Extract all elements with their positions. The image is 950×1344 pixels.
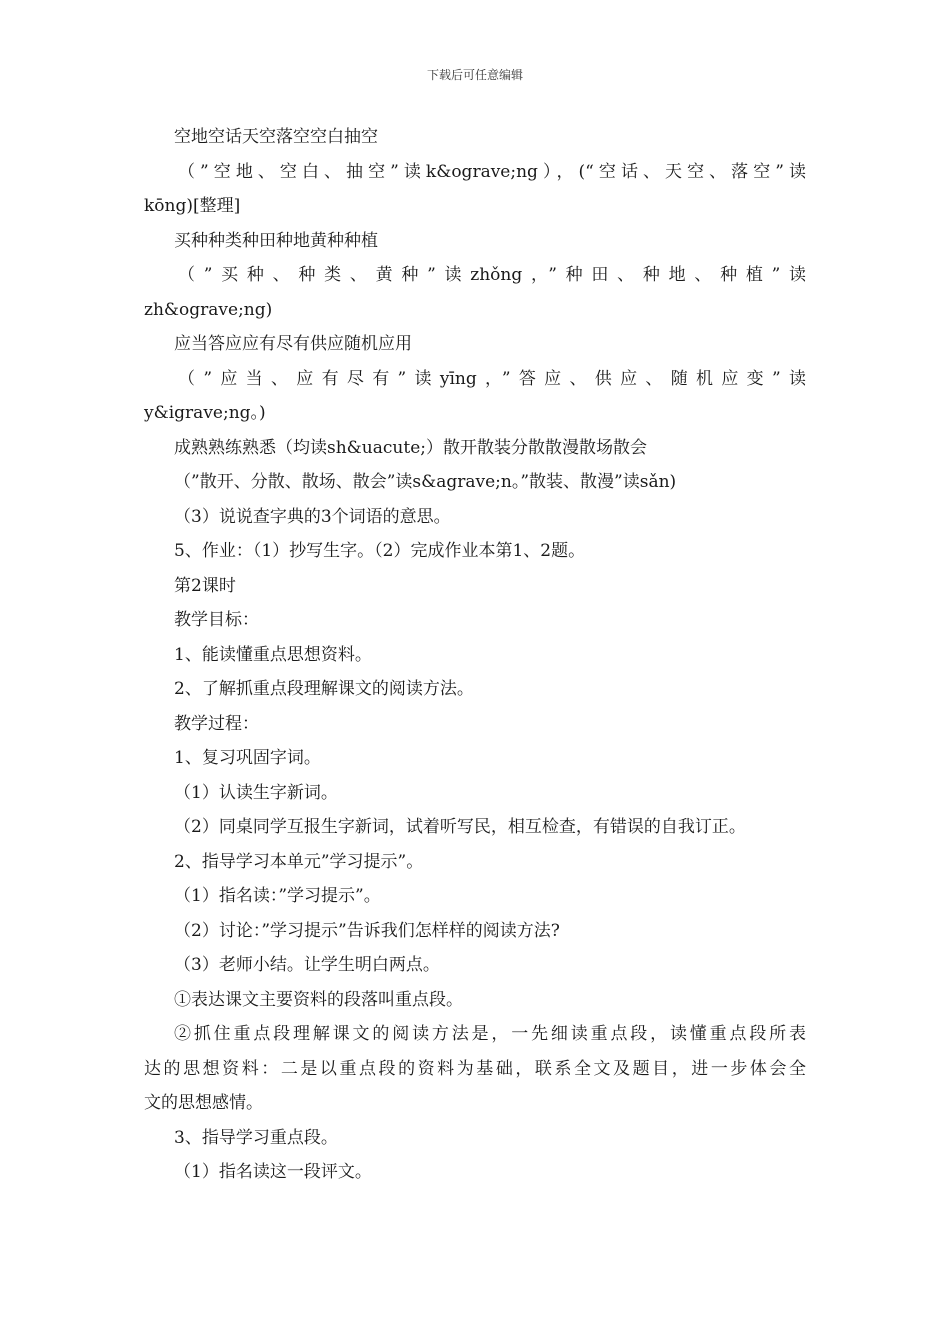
paragraph-line: y&igrave;ng。) (144, 403, 266, 423)
paragraph-line: 第2课时 (174, 575, 236, 596)
paragraph-line: zh&ograve;ng) (144, 299, 273, 320)
paragraph-line: 5、作业：（1）抄写生字。（2）完成作业本第1、2题。 (174, 541, 586, 561)
paragraph-line: （”买种、种类、黄种”读zhǒng，”种田、种地、种植”读 (178, 265, 806, 285)
paragraph-line: 1、能读懂重点思想资料。 (174, 644, 372, 665)
paragraph-line: 1、复习巩固字词。 (174, 748, 321, 768)
paragraph-line: 教学目标： (174, 610, 259, 630)
paragraph-line: 2、了解抓重点段理解课文的阅读方法。 (174, 679, 474, 699)
paragraph-line: 成熟熟练熟悉（均读sh&uacute;）散开散装分散散漫散场散会 (174, 437, 647, 458)
paragraph-line: （”应当、应有尽有”读yīng，”答应、供应、随机应变”读 (178, 368, 806, 389)
paragraph-line: 教学过程： (174, 713, 259, 734)
paragraph-line: ①表达课文主要资料的段落叫重点段。 (174, 989, 463, 1010)
paragraph-line: 应当答应应有尽有供应随机应用 (174, 334, 412, 354)
paragraph-line: （”散开、分散、散场、散会”读s&agrave;n。”散装、散漫”读sǎn) (174, 472, 677, 492)
paragraph-line: 2、指导学习本单元”学习提示”。 (174, 851, 424, 872)
page-header: 下载后可任意编辑 (426, 68, 523, 82)
paragraph-line: （1）指名读：”学习提示”。 (174, 886, 381, 906)
paragraph-line: 达的思想资料：二是以重点段的资料为基础，联系全文及题目，进一步体会全 (144, 1058, 806, 1079)
paragraph-line: （3）老师小结。让学生明白两点。 (174, 955, 440, 975)
paragraph-line: （2）讨论：”学习提示”告诉我们怎样样的阅读方法? (174, 920, 560, 941)
paragraph-line: 空地空话天空落空空白抽空 (174, 127, 378, 147)
paragraph-line: 买种种类种田种地黄种种植 (174, 230, 378, 251)
paragraph-line: （1）认读生字新词。 (174, 782, 338, 803)
paragraph-line: 3、指导学习重点段。 (174, 1127, 338, 1148)
paragraph-line: （2）同桌同学互报生字新词，试着听写民，相互检查，有错误的自我订正。 (174, 817, 746, 837)
paragraph-line: （3）说说查字典的3个词语的意思。 (174, 506, 451, 527)
document-body (144, 120, 806, 1190)
paragraph-line: ②抓住重点段理解课文的阅读方法是，一先细读重点段，读懂重点段所表 (174, 1024, 806, 1044)
paragraph-line: （”空地、空白、抽空”读k&ograve;ng），(“空话、天空、落空”读 (178, 161, 806, 182)
paragraph-line: （1）指名读这一段评文。 (174, 1162, 372, 1182)
paragraph-line: kōng)[整理] (144, 196, 241, 216)
paragraph-line: 文的思想感情。 (144, 1093, 263, 1113)
